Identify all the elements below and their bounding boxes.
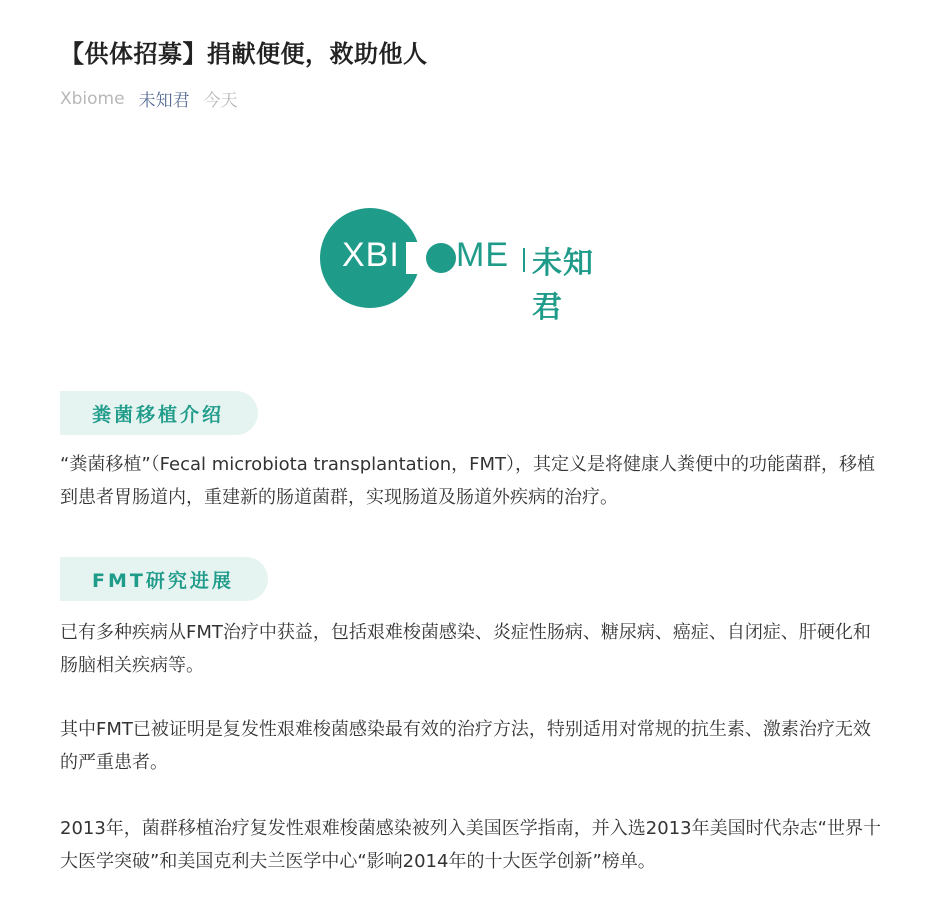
logo-o-dot bbox=[426, 243, 456, 273]
article-meta bbox=[60, 86, 238, 111]
author-link[interactable]: 未知君 bbox=[138, 91, 190, 111]
paragraph-diseases: 已有多种疾病从FMT治疗中获益，包括艰难梭菌感染、炎症性肠病、糖尿病、癌症、自闭症、肝硬化和肠脑相关疾病等。 bbox=[60, 622, 871, 676]
publish-date: 今天 bbox=[203, 91, 238, 111]
logo-text-xbi: XBI bbox=[342, 236, 400, 274]
logo-chinese-name: 未知君 bbox=[532, 246, 594, 325]
section-heading-fmt-intro: 粪菌移植介绍 bbox=[60, 391, 258, 435]
article-source: Xbiome bbox=[60, 88, 125, 109]
logo-divider bbox=[523, 248, 525, 272]
xbiome-logo bbox=[318, 208, 618, 325]
section-heading-fmt-progress: FMT研究进展 bbox=[60, 557, 268, 601]
logo-text-me: ME bbox=[456, 236, 509, 274]
paragraph-fmt-definition: “粪菌移植”（Fecal microbiota transplantation，FMT），其定义是将健康人粪便中的功能菌群，移植到患者胃肠道内，重建新的肠道菌群，实现肠道及肠道外疾病的治疗。 bbox=[60, 454, 876, 508]
paragraph-effectiveness: 其中FMT已被证明是复发性艰难梭菌感染最有效的治疗方法，特别适用对常规的抗生素、激素治疗无效的严重患者。 bbox=[60, 719, 871, 773]
article-title: 【供体招募】捐献便便，救助他人 bbox=[60, 40, 428, 68]
paragraph-recognition: 2013年，菌群移植治疗复发性艰难梭菌感染被列入美国医学指南，并入选2013年美国时代杂志“世界十大医学突破”和美国克利夫兰医学中心“影响2014年的十大医学创新”榜单。 bbox=[60, 818, 881, 872]
